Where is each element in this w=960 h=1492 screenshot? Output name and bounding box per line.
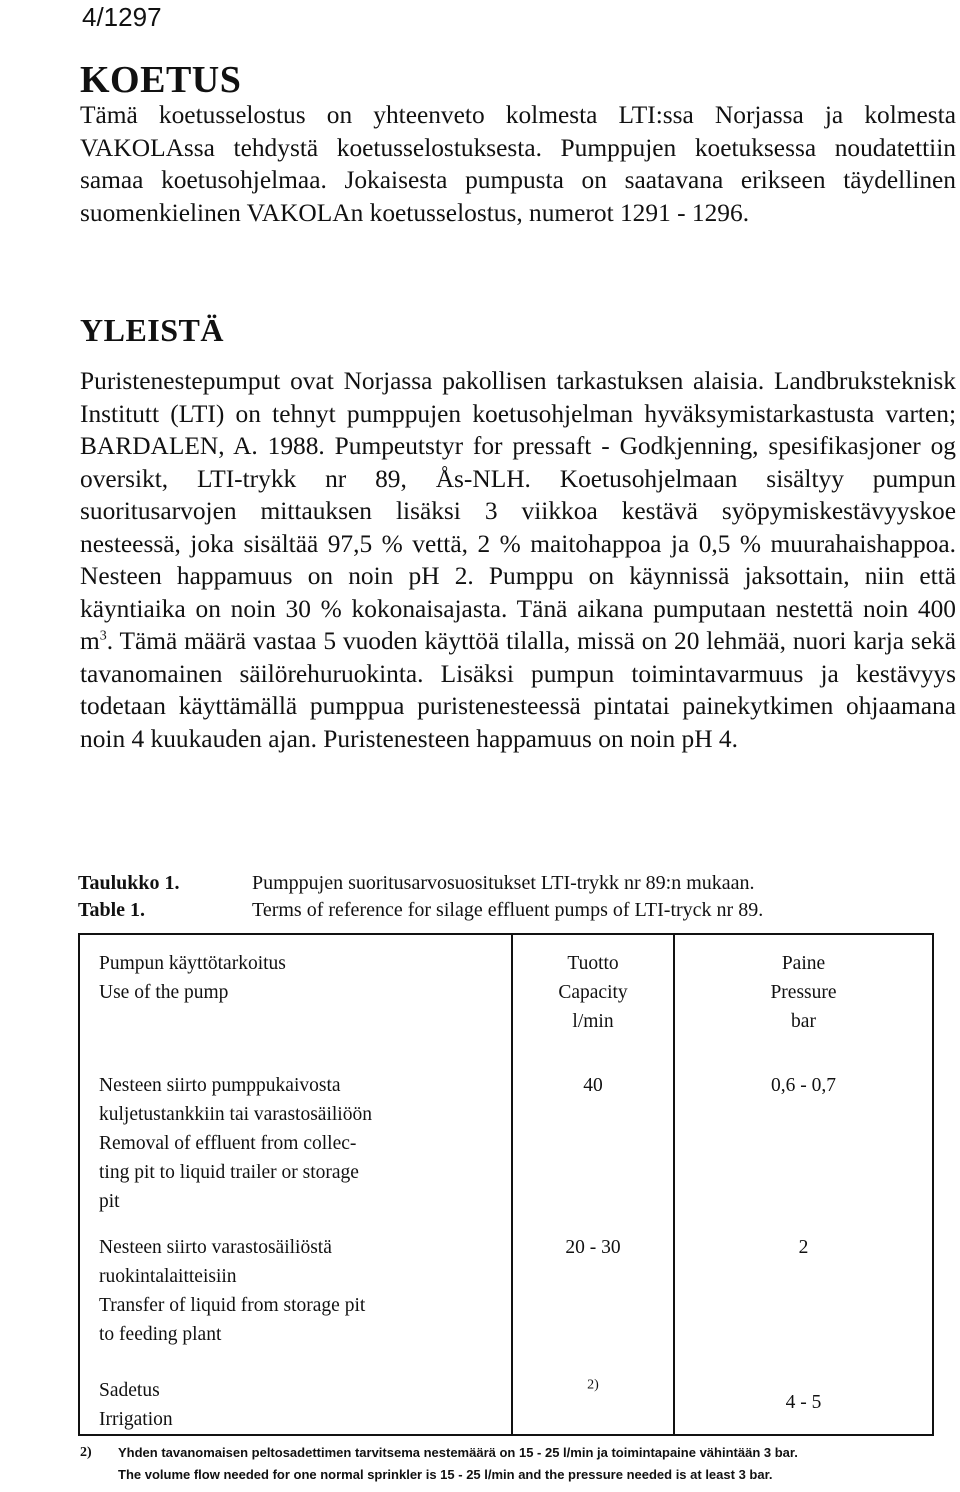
row1-capacity: 40 xyxy=(512,1059,674,1221)
header-capacity xyxy=(512,934,674,1059)
general-paragraph-text-cont: . Tämä määrä vastaa 5 vuoden käyttöä tilalla, missä on 20 lehmää, nuori karja sekä tavanomainen säilörehuruokinta. Lisäksi pumpun toimintavarmuus ja kestävyys todetaan käyttämällä pumppua puristenesteessä pintatai painekytkimen ohjaamana noin 4 kuukauden ajan. Puristenesteen happamuus on noin pH 4. xyxy=(80,627,956,753)
pump-requirements-table xyxy=(78,933,934,1436)
page-number: 4/1297 xyxy=(82,2,162,32)
table-caption-en-text: Terms of reference for silage effluent pumps of LTI-tryck nr 89. xyxy=(252,899,764,921)
header-use-en: Use of the pump xyxy=(99,982,229,1003)
table-caption-en-label: Table 1. xyxy=(78,899,146,921)
row3-use-line: Sadetus xyxy=(99,1380,160,1401)
row1-use-line: kuljetustankkiin tai varastosäiliöön xyxy=(99,1104,372,1125)
header-pressure xyxy=(674,934,933,1059)
row2-use-line: to feeding plant xyxy=(99,1324,222,1345)
row1-use xyxy=(79,1059,512,1221)
row3-pressure xyxy=(674,1364,933,1435)
header-pressure-en: Pressure xyxy=(770,982,837,1003)
header-pressure-unit: bar xyxy=(791,1011,816,1032)
table-header-row xyxy=(79,934,933,1059)
footnote-en: The volume flow needed for one normal sprinkler is 15 - 25 l/min and the pressure needed is at least 3 bar. xyxy=(118,1467,773,1482)
header-pressure-fi: Paine xyxy=(781,953,826,974)
row1-use-line: Removal of effluent from collec- xyxy=(99,1133,357,1154)
header-capacity-en: Capacity xyxy=(558,982,628,1003)
footnote-fi: Yhden tavanomaisen peltosadettimen tarvitsema nestemäärä on 15 - 25 l/min ja toimintapaine vähintään 3 bar. xyxy=(118,1445,798,1460)
row2-use-line: Nesteen siirto varastosäiliöstä xyxy=(99,1237,332,1258)
row2-use xyxy=(79,1221,512,1364)
row1-pressure: 0,6 - 0,7 xyxy=(674,1059,933,1221)
row2-use-line: Transfer of liquid from storage pit xyxy=(99,1295,366,1316)
general-paragraph xyxy=(80,365,956,755)
table-row xyxy=(79,1364,933,1435)
row1-use-line: Nesteen siirto pumppukaivosta xyxy=(99,1075,341,1096)
row3-pressure-value: 4 - 5 xyxy=(785,1392,822,1413)
row1-use-line: pit xyxy=(99,1191,120,1212)
header-use-fi: Pumpun käyttötarkoitus xyxy=(99,953,286,974)
footnote-reference: 2) xyxy=(587,1377,599,1393)
row2-pressure: 2 xyxy=(674,1221,933,1364)
general-paragraph-text: Puristenestepumput ovat Norjassa pakollisen tarkastuksen alaisia. Landbruksteknisk Institutt (LTI) on tehnyt pumppujen koetusohjelman hyväksymistarkastusta varten; BARDALEN, A. 1988. Pumpeutstyr for pressaft - Godkjenning, spesifikasjoner og oversikt, LTI-trykk nr 89, Ås-NLH. Koetusohjelmaan sisältyy pumpun suoritusarvojen mittauksen lisäksi 3 viikkoa kestävä syöpymiskestävyyskoe nesteessä, joka sisältää 97,5 % vettä, 2 % maitohappoa ja 0,5 % muurahaishappoa. Nesteen happamuus on noin pH 2. Pumppu on käynnissä jaksottain, niin että käyntiaika on noin 30 % kokonaisajasta. Tänä aikana pumputaan nestettä noin 400 m xyxy=(80,367,956,655)
header-use xyxy=(79,934,512,1059)
intro-paragraph: Tämä koetusselostus on yhteenveto kolmesta LTI:ssa Norjassa ja kolmesta VAKOLAssa tehdystä koetusselostuksesta. Pumppujen koetuksessa noudatettiin samaa koetusohjelmaa. Jokaisesta pumpusta on saatavana erikseen täydellinen suomenkielinen VAKOLAn koetusselostus, numerot 1291 - 1296. xyxy=(80,101,956,227)
header-capacity-unit: l/min xyxy=(572,1011,614,1032)
table-caption-fi-label: Taulukko 1. xyxy=(78,872,180,894)
section-heading: YLEISTÄ xyxy=(80,312,224,348)
row2-use-line: ruokintalaitteisiin xyxy=(99,1266,237,1287)
row2-capacity: 20 - 30 xyxy=(512,1221,674,1364)
footnote-mark: 2) xyxy=(80,1445,92,1460)
row1-use-line: ting pit to liquid trailer or storage xyxy=(99,1162,359,1183)
header-capacity-fi: Tuotto xyxy=(567,953,619,974)
table-row xyxy=(79,1059,933,1221)
main-heading: KOETUS xyxy=(80,59,242,101)
row3-capacity xyxy=(512,1364,674,1435)
table-row xyxy=(79,1221,933,1364)
cubic-superscript: 3 xyxy=(99,628,107,644)
row3-use xyxy=(79,1364,512,1435)
row3-use-line: Irrigation xyxy=(99,1409,173,1430)
table-caption-fi-text: Pumppujen suoritusarvosuositukset LTI-trykk nr 89:n mukaan. xyxy=(252,872,755,894)
